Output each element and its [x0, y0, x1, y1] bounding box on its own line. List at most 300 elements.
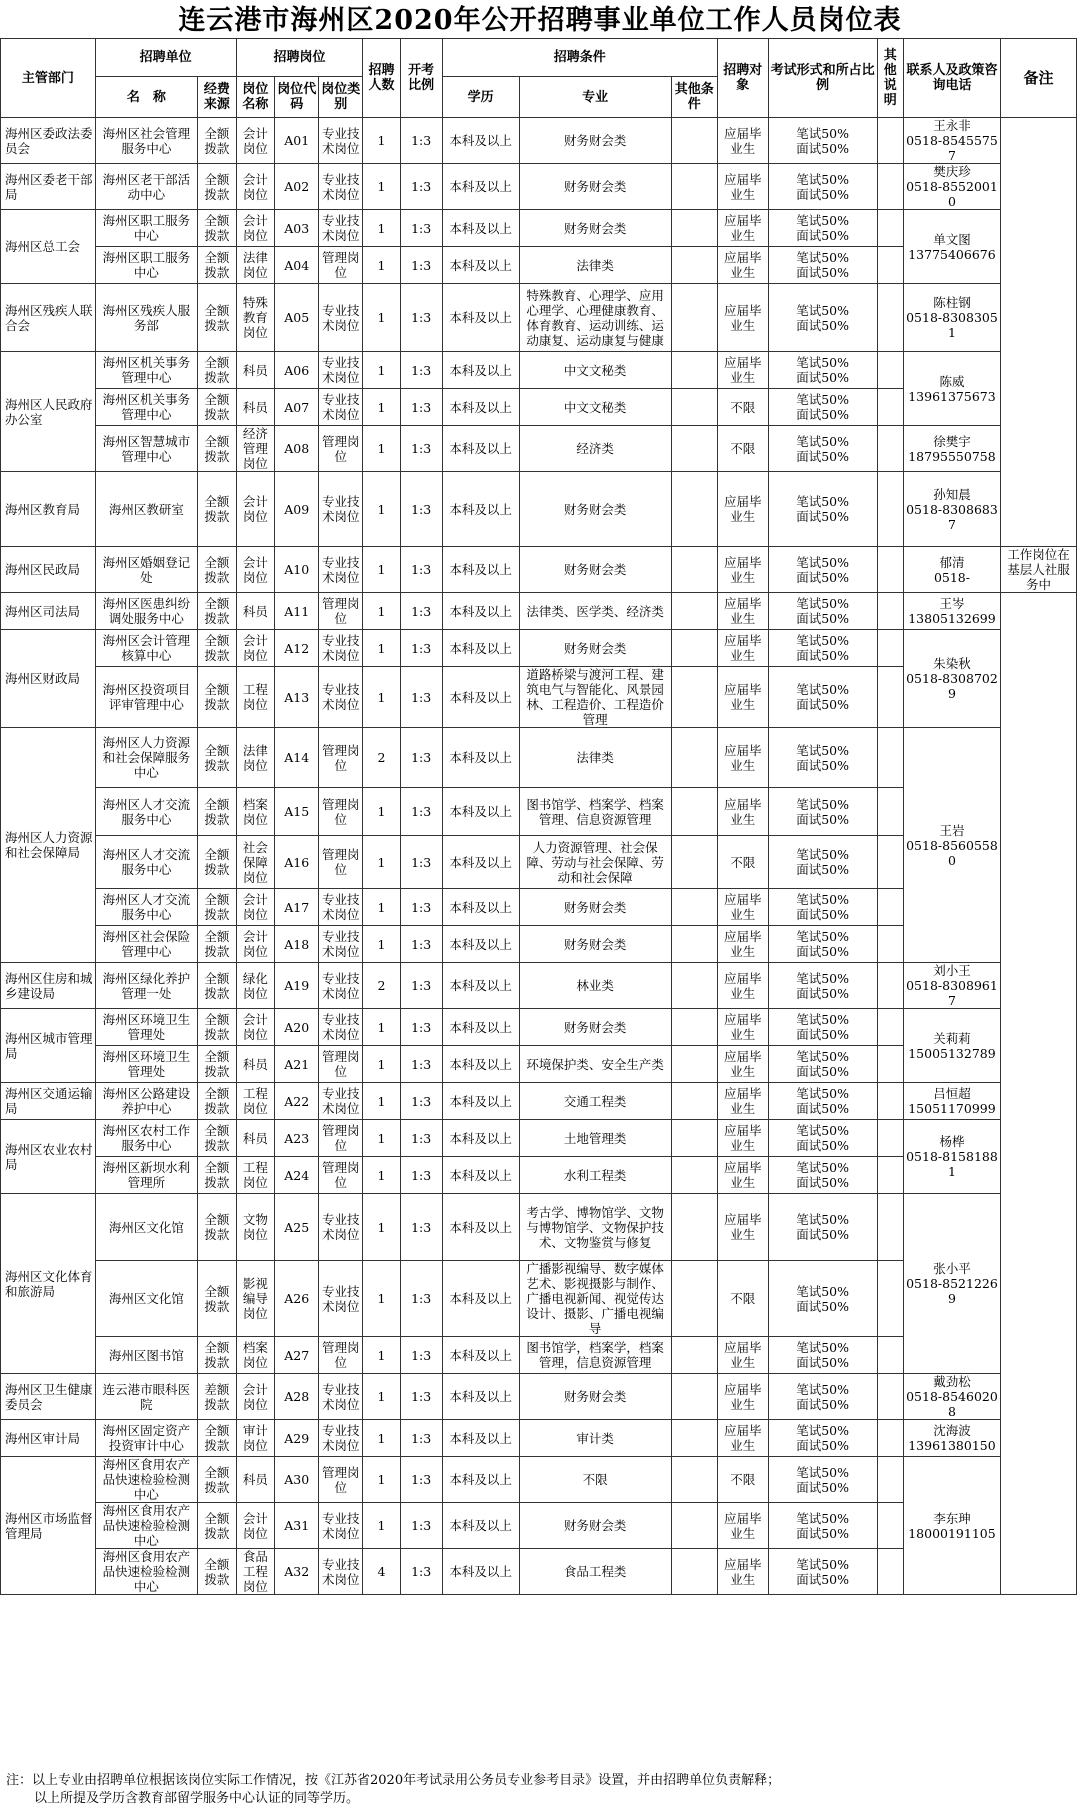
- target-cell: 应届毕业生: [717, 284, 768, 352]
- other-note-cell: [877, 1457, 903, 1503]
- unit-name-cell: 海州区人力资源和社会保障服务中心: [95, 728, 197, 788]
- unit-name-cell: 海州区食用农产品快速检验检测中心: [95, 1457, 197, 1503]
- major-cell: 财务财会类: [519, 164, 671, 210]
- major-cell: 法律类: [519, 247, 671, 284]
- education-cell: 本科及以上: [442, 667, 519, 728]
- post-name-cell: 审计岗位: [236, 1420, 275, 1457]
- major-cell: 特殊教育、心理学、应用心理学、心理健康教育、体育教育、运动训练、运动康复、运动康复与健康: [519, 284, 671, 352]
- ratio-cell: 1:3: [400, 1157, 442, 1194]
- funding-cell: 全额拨款: [198, 1503, 237, 1549]
- table-row: [1, 1120, 1077, 1157]
- funding-cell: 全额拨款: [198, 1120, 237, 1157]
- education-cell: 本科及以上: [442, 630, 519, 667]
- post-code-cell: A17: [275, 889, 319, 926]
- other-cond-cell: [671, 1503, 717, 1549]
- other-cond-cell: [671, 836, 717, 889]
- post-name-cell: 社会保障岗位: [236, 836, 275, 889]
- unit-name-cell: 海州区文化馆: [95, 1261, 197, 1337]
- header-major: 专业: [519, 77, 671, 118]
- count-cell: 1: [363, 1261, 400, 1337]
- other-cond-cell: [671, 547, 717, 593]
- post-type-cell: 管理岗位: [319, 836, 363, 889]
- unit-name-cell: 海州区新坝水利管理所: [95, 1157, 197, 1194]
- unit-name-cell: 海州区机关事务管理中心: [95, 352, 197, 389]
- post-type-cell: 管理岗位: [319, 426, 363, 472]
- count-cell: 1: [363, 788, 400, 836]
- header-unit-group: 招聘单位: [95, 39, 236, 77]
- post-type-cell: 管理岗位: [319, 1157, 363, 1194]
- dept-cell: 海州区交通运输局: [1, 1083, 96, 1120]
- education-cell: 本科及以上: [442, 728, 519, 788]
- target-cell: 不限: [717, 836, 768, 889]
- target-cell: 应届毕业生: [717, 118, 768, 164]
- header-post-type: 岗位类别: [319, 77, 363, 118]
- target-cell: 应届毕业生: [717, 247, 768, 284]
- contact-cell: 杨桦 0518-81581881: [904, 1120, 1001, 1194]
- funding-cell: 全额拨款: [198, 164, 237, 210]
- post-type-cell: 专业技术岗位: [319, 284, 363, 352]
- post-code-cell: A14: [275, 728, 319, 788]
- other-cond-cell: [671, 593, 717, 630]
- dept-cell: 海州区人民政府办公室: [1, 352, 96, 472]
- education-cell: 本科及以上: [442, 426, 519, 472]
- post-code-cell: A03: [275, 210, 319, 247]
- unit-name-cell: 海州区人才交流服务中心: [95, 889, 197, 926]
- post-name-cell: 会计岗位: [236, 630, 275, 667]
- other-cond-cell: [671, 889, 717, 926]
- dept-cell: 海州区教育局: [1, 472, 96, 547]
- count-cell: 1: [363, 1120, 400, 1157]
- post-type-cell: 管理岗位: [319, 593, 363, 630]
- contact-cell: 吕恒超 15051170999: [904, 1083, 1001, 1120]
- contact-cell: 李东珅 18000191105: [904, 1457, 1001, 1595]
- header-post-group: 招聘岗位: [236, 39, 363, 77]
- other-cond-cell: [671, 1420, 717, 1457]
- ratio-cell: 1:3: [400, 210, 442, 247]
- contact-cell: 陈威 13961375673: [904, 352, 1001, 426]
- post-code-cell: A09: [275, 472, 319, 547]
- contact-cell: 陈柱钢 0518-83083051: [904, 284, 1001, 352]
- other-cond-cell: [671, 1083, 717, 1120]
- other-cond-cell: [671, 1046, 717, 1083]
- unit-name-cell: 海州区智慧城市管理中心: [95, 426, 197, 472]
- table-row: [1, 118, 1077, 164]
- count-cell: 1: [363, 1194, 400, 1261]
- contact-cell: 沈海波 13961380150: [904, 1420, 1001, 1457]
- target-cell: 应届毕业生: [717, 926, 768, 963]
- post-name-cell: 档案岗位: [236, 1337, 275, 1374]
- ratio-cell: 1:3: [400, 889, 442, 926]
- post-code-cell: A24: [275, 1157, 319, 1194]
- target-cell: 应届毕业生: [717, 1157, 768, 1194]
- other-cond-cell: [671, 284, 717, 352]
- header-post-name: 岗位名称: [236, 77, 275, 118]
- post-name-cell: 经济管理岗位: [236, 426, 275, 472]
- ratio-cell: 1:3: [400, 1261, 442, 1337]
- other-cond-cell: [671, 1157, 717, 1194]
- unit-name-cell: 海州区文化馆: [95, 1194, 197, 1261]
- post-code-cell: A10: [275, 547, 319, 593]
- exam-cell: 笔试50% 面试50%: [768, 164, 877, 210]
- education-cell: 本科及以上: [442, 210, 519, 247]
- education-cell: 本科及以上: [442, 1046, 519, 1083]
- count-cell: 1: [363, 1157, 400, 1194]
- education-cell: 本科及以上: [442, 1157, 519, 1194]
- exam-cell: 笔试50% 面试50%: [768, 1337, 877, 1374]
- other-note-cell: [877, 1083, 903, 1120]
- target-cell: 应届毕业生: [717, 352, 768, 389]
- other-cond-cell: [671, 1194, 717, 1261]
- education-cell: 本科及以上: [442, 1120, 519, 1157]
- post-code-cell: A18: [275, 926, 319, 963]
- education-cell: 本科及以上: [442, 1374, 519, 1420]
- target-cell: 应届毕业生: [717, 788, 768, 836]
- other-note-cell: [877, 1549, 903, 1595]
- funding-cell: 全额拨款: [198, 788, 237, 836]
- post-name-cell: 科员: [236, 352, 275, 389]
- post-code-cell: A16: [275, 836, 319, 889]
- other-note-cell: [877, 1503, 903, 1549]
- post-code-cell: A19: [275, 963, 319, 1009]
- ratio-cell: 1:3: [400, 1549, 442, 1595]
- post-code-cell: A32: [275, 1549, 319, 1595]
- exam-cell: 笔试50% 面试50%: [768, 389, 877, 426]
- other-cond-cell: [671, 1261, 717, 1337]
- major-cell: 交通工程类: [519, 1083, 671, 1120]
- contact-cell: 王岑 13805132699: [904, 593, 1001, 630]
- exam-cell: 笔试50% 面试50%: [768, 728, 877, 788]
- education-cell: 本科及以上: [442, 1549, 519, 1595]
- major-cell: 财务财会类: [519, 926, 671, 963]
- other-note-cell: [877, 426, 903, 472]
- dept-cell: 海州区审计局: [1, 1420, 96, 1457]
- ratio-cell: 1:3: [400, 1046, 442, 1083]
- post-type-cell: 专业技术岗位: [319, 926, 363, 963]
- count-cell: 1: [363, 352, 400, 389]
- ratio-cell: 1:3: [400, 389, 442, 426]
- post-name-cell: 会计岗位: [236, 1503, 275, 1549]
- other-note-cell: [877, 1120, 903, 1157]
- education-cell: 本科及以上: [442, 1337, 519, 1374]
- post-name-cell: 科员: [236, 1120, 275, 1157]
- other-note-cell: [877, 1194, 903, 1261]
- post-code-cell: A05: [275, 284, 319, 352]
- major-cell: 财务财会类: [519, 1009, 671, 1046]
- post-type-cell: 专业技术岗位: [319, 389, 363, 426]
- header-cond-group: 招聘条件: [442, 39, 717, 77]
- contact-cell: 郁清 0518-: [904, 547, 1001, 593]
- job-table: [0, 38, 1077, 1595]
- education-cell: 本科及以上: [442, 389, 519, 426]
- table-row: [1, 426, 1077, 472]
- target-cell: 应届毕业生: [717, 889, 768, 926]
- count-cell: 1: [363, 1337, 400, 1374]
- post-code-cell: A25: [275, 1194, 319, 1261]
- contact-cell: 戴劲松 0518-85460208: [904, 1374, 1001, 1420]
- major-cell: 法律类: [519, 728, 671, 788]
- exam-cell: 笔试50% 面试50%: [768, 1009, 877, 1046]
- post-code-cell: A28: [275, 1374, 319, 1420]
- target-cell: 应届毕业生: [717, 1337, 768, 1374]
- post-code-cell: A08: [275, 426, 319, 472]
- unit-name-cell: 海州区婚姻登记处: [95, 547, 197, 593]
- ratio-cell: 1:3: [400, 1503, 442, 1549]
- contact-cell: 徐樊宇 18795550758: [904, 426, 1001, 472]
- post-name-cell: 会计岗位: [236, 210, 275, 247]
- ratio-cell: 1:3: [400, 1120, 442, 1157]
- education-cell: 本科及以上: [442, 247, 519, 284]
- funding-cell: 全额拨款: [198, 1457, 237, 1503]
- target-cell: 应届毕业生: [717, 728, 768, 788]
- education-cell: 本科及以上: [442, 547, 519, 593]
- post-type-cell: 管理岗位: [319, 1337, 363, 1374]
- count-cell: 1: [363, 547, 400, 593]
- remark-cell: [1000, 118, 1076, 547]
- major-cell: 财务财会类: [519, 472, 671, 547]
- post-type-cell: 专业技术岗位: [319, 547, 363, 593]
- count-cell: 1: [363, 1083, 400, 1120]
- other-cond-cell: [671, 389, 717, 426]
- post-name-cell: 会计岗位: [236, 118, 275, 164]
- post-type-cell: 管理岗位: [319, 728, 363, 788]
- count-cell: 1: [363, 667, 400, 728]
- exam-cell: 笔试50% 面试50%: [768, 426, 877, 472]
- major-cell: 财务财会类: [519, 889, 671, 926]
- other-cond-cell: [671, 1457, 717, 1503]
- post-code-cell: A29: [275, 1420, 319, 1457]
- post-type-cell: 专业技术岗位: [319, 1503, 363, 1549]
- funding-cell: 全额拨款: [198, 1046, 237, 1083]
- count-cell: 1: [363, 472, 400, 547]
- count-cell: 1: [363, 389, 400, 426]
- major-cell: 财务财会类: [519, 547, 671, 593]
- post-name-cell: 会计岗位: [236, 926, 275, 963]
- unit-name-cell: 海州区社会管理服务中心: [95, 118, 197, 164]
- post-name-cell: 法律岗位: [236, 247, 275, 284]
- education-cell: 本科及以上: [442, 1009, 519, 1046]
- dept-cell: 海州区总工会: [1, 210, 96, 284]
- education-cell: 本科及以上: [442, 352, 519, 389]
- table-row: [1, 164, 1077, 210]
- education-cell: 本科及以上: [442, 963, 519, 1009]
- post-code-cell: A22: [275, 1083, 319, 1120]
- funding-cell: 全额拨款: [198, 926, 237, 963]
- funding-cell: 全额拨款: [198, 547, 237, 593]
- count-cell: 1: [363, 889, 400, 926]
- post-code-cell: A06: [275, 352, 319, 389]
- other-note-cell: [877, 963, 903, 1009]
- major-cell: 考古学、博物馆学、文物与博物馆学、文物保护技术、文物鉴赏与修复: [519, 1194, 671, 1261]
- major-cell: 财务财会类: [519, 118, 671, 164]
- unit-name-cell: 连云港市眼科医院: [95, 1374, 197, 1420]
- count-cell: 1: [363, 593, 400, 630]
- dept-cell: 海州区城市管理局: [1, 1009, 96, 1083]
- exam-cell: 笔试50% 面试50%: [768, 352, 877, 389]
- table-row: [1, 547, 1077, 593]
- count-cell: 1: [363, 1374, 400, 1420]
- unit-name-cell: 海州区老干部活动中心: [95, 164, 197, 210]
- post-code-cell: A11: [275, 593, 319, 630]
- exam-cell: 笔试50% 面试50%: [768, 1157, 877, 1194]
- post-code-cell: A31: [275, 1503, 319, 1549]
- exam-cell: 笔试50% 面试50%: [768, 210, 877, 247]
- count-cell: 1: [363, 1457, 400, 1503]
- major-cell: 法律类、医学类、经济类: [519, 593, 671, 630]
- funding-cell: 全额拨款: [198, 1194, 237, 1261]
- funding-cell: 全额拨款: [198, 1261, 237, 1337]
- target-cell: 应届毕业生: [717, 1420, 768, 1457]
- other-note-cell: [877, 728, 903, 788]
- education-cell: 本科及以上: [442, 1457, 519, 1503]
- unit-name-cell: 海州区人才交流服务中心: [95, 836, 197, 889]
- ratio-cell: 1:3: [400, 164, 442, 210]
- target-cell: 应届毕业生: [717, 963, 768, 1009]
- target-cell: 应届毕业生: [717, 630, 768, 667]
- exam-cell: 笔试50% 面试50%: [768, 1503, 877, 1549]
- post-type-cell: 管理岗位: [319, 788, 363, 836]
- major-cell: 中文文秘类: [519, 389, 671, 426]
- major-cell: 经济类: [519, 426, 671, 472]
- unit-name-cell: 海州区会计管理核算中心: [95, 630, 197, 667]
- major-cell: 人力资源管理、社会保障、劳动与社会保障、劳动和社会保障: [519, 836, 671, 889]
- major-cell: 图书馆学，档案学，档案管理，信息资源管理: [519, 1337, 671, 1374]
- other-note-cell: [877, 210, 903, 247]
- target-cell: 应届毕业生: [717, 593, 768, 630]
- other-note-cell: [877, 164, 903, 210]
- post-code-cell: A01: [275, 118, 319, 164]
- dept-cell: 海州区卫生健康委员会: [1, 1374, 96, 1420]
- target-cell: 应届毕业生: [717, 1549, 768, 1595]
- post-type-cell: 管理岗位: [319, 1457, 363, 1503]
- target-cell: 应届毕业生: [717, 1503, 768, 1549]
- post-type-cell: 专业技术岗位: [319, 118, 363, 164]
- count-cell: 1: [363, 247, 400, 284]
- count-cell: 2: [363, 963, 400, 1009]
- exam-cell: 笔试50% 面试50%: [768, 836, 877, 889]
- education-cell: 本科及以上: [442, 788, 519, 836]
- ratio-cell: 1:3: [400, 667, 442, 728]
- exam-cell: 笔试50% 面试50%: [768, 284, 877, 352]
- post-code-cell: A30: [275, 1457, 319, 1503]
- header-education: 学历: [442, 77, 519, 118]
- post-name-cell: 科员: [236, 593, 275, 630]
- dept-cell: 海州区司法局: [1, 593, 96, 630]
- count-cell: 1: [363, 118, 400, 164]
- dept-cell: 海州区委政法委员会: [1, 118, 96, 164]
- post-type-cell: 专业技术岗位: [319, 1009, 363, 1046]
- ratio-cell: 1:3: [400, 1194, 442, 1261]
- other-cond-cell: [671, 926, 717, 963]
- header-exam: 考试形式和所占比例: [768, 39, 877, 118]
- ratio-cell: 1:3: [400, 1337, 442, 1374]
- other-note-cell: [877, 547, 903, 593]
- post-name-cell: 会计岗位: [236, 1009, 275, 1046]
- ratio-cell: 1:3: [400, 1374, 442, 1420]
- table-row: [1, 593, 1077, 630]
- education-cell: 本科及以上: [442, 889, 519, 926]
- ratio-cell: 1:3: [400, 963, 442, 1009]
- funding-cell: 全额拨款: [198, 426, 237, 472]
- other-cond-cell: [671, 1120, 717, 1157]
- other-cond-cell: [671, 1009, 717, 1046]
- funding-cell: 全额拨款: [198, 889, 237, 926]
- other-note-cell: [877, 1261, 903, 1337]
- major-cell: 林业类: [519, 963, 671, 1009]
- post-name-cell: 特殊教育岗位: [236, 284, 275, 352]
- other-cond-cell: [671, 1374, 717, 1420]
- exam-cell: 笔试50% 面试50%: [768, 889, 877, 926]
- major-cell: 财务财会类: [519, 630, 671, 667]
- count-cell: 1: [363, 210, 400, 247]
- education-cell: 本科及以上: [442, 926, 519, 963]
- ratio-cell: 1:3: [400, 630, 442, 667]
- contact-cell: 张小平 0518-85212269: [904, 1194, 1001, 1374]
- post-name-cell: 科员: [236, 389, 275, 426]
- exam-cell: 笔试50% 面试50%: [768, 667, 877, 728]
- education-cell: 本科及以上: [442, 164, 519, 210]
- post-code-cell: A15: [275, 788, 319, 836]
- post-type-cell: 管理岗位: [319, 247, 363, 284]
- post-type-cell: 专业技术岗位: [319, 667, 363, 728]
- header-unit-name: 名 称: [95, 77, 197, 118]
- funding-cell: 全额拨款: [198, 728, 237, 788]
- dept-cell: 海州区文化体育和旅游局: [1, 1194, 96, 1374]
- ratio-cell: 1:3: [400, 1457, 442, 1503]
- ratio-cell: 1:3: [400, 284, 442, 352]
- table-row: [1, 963, 1077, 1009]
- post-type-cell: 专业技术岗位: [319, 1194, 363, 1261]
- unit-name-cell: 海州区机关事务管理中心: [95, 389, 197, 426]
- ratio-cell: 1:3: [400, 728, 442, 788]
- target-cell: 应届毕业生: [717, 472, 768, 547]
- major-cell: 不限: [519, 1457, 671, 1503]
- funding-cell: 全额拨款: [198, 963, 237, 1009]
- unit-name-cell: 海州区残疾人服务部: [95, 284, 197, 352]
- funding-cell: 全额拨款: [198, 472, 237, 547]
- count-cell: 1: [363, 926, 400, 963]
- table-row: [1, 728, 1077, 788]
- contact-cell: 王永非 0518-85455757: [904, 118, 1001, 164]
- unit-name-cell: 海州区环境卫生管理处: [95, 1046, 197, 1083]
- other-cond-cell: [671, 210, 717, 247]
- unit-name-cell: 海州区图书馆: [95, 1337, 197, 1374]
- dept-cell: 海州区财政局: [1, 630, 96, 728]
- target-cell: 不限: [717, 389, 768, 426]
- post-code-cell: A12: [275, 630, 319, 667]
- other-note-cell: [877, 667, 903, 728]
- unit-name-cell: 海州区食用农产品快速检验检测中心: [95, 1503, 197, 1549]
- post-code-cell: A21: [275, 1046, 319, 1083]
- education-cell: 本科及以上: [442, 472, 519, 547]
- funding-cell: 全额拨款: [198, 1157, 237, 1194]
- target-cell: 应届毕业生: [717, 547, 768, 593]
- ratio-cell: 1:3: [400, 1420, 442, 1457]
- ratio-cell: 1:3: [400, 352, 442, 389]
- education-cell: 本科及以上: [442, 118, 519, 164]
- post-code-cell: A07: [275, 389, 319, 426]
- unit-name-cell: 海州区农村工作服务中心: [95, 1120, 197, 1157]
- other-note-cell: [877, 926, 903, 963]
- other-cond-cell: [671, 164, 717, 210]
- unit-name-cell: 海州区医患纠纷调处服务中心: [95, 593, 197, 630]
- major-cell: 广播影视编导、数字媒体艺术、影视摄影与制作、广播电视新闻、视觉传达设计、摄影、广播电视编导: [519, 1261, 671, 1337]
- exam-cell: 笔试50% 面试50%: [768, 472, 877, 547]
- count-cell: 1: [363, 164, 400, 210]
- post-name-cell: 科员: [236, 1046, 275, 1083]
- unit-name-cell: 海州区职工服务中心: [95, 210, 197, 247]
- post-name-cell: 科员: [236, 1457, 275, 1503]
- ratio-cell: 1:3: [400, 472, 442, 547]
